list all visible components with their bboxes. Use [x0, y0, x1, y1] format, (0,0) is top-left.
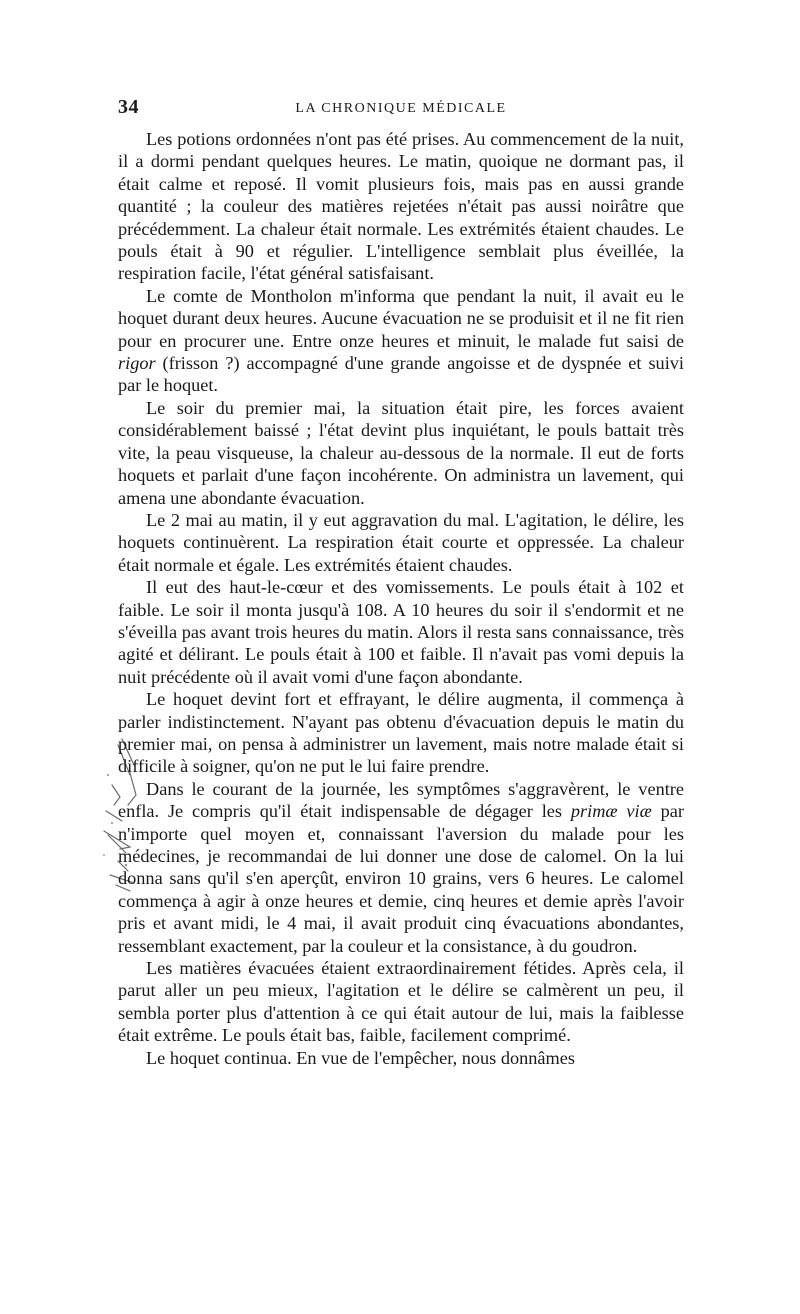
- paragraph-4: Le 2 mai au matin, il y eut aggravation du mal. L'agitation, le délire, les hoquets continuèrent. La respiration était courte et oppressée. La chaleur était normale et égale. Les extrémités étaient chaudes.: [118, 509, 684, 575]
- body-text: [118, 128, 684, 1069]
- italic-term: primæ viæ: [570, 801, 652, 822]
- page-number: 34: [118, 96, 139, 118]
- paragraph-5: Il eut des haut-le-cœur et des vomissements. Le pouls était à 102 et faible. Le soir il monta jusqu'à 108. A 10 heures du soir il s'endormit et ne s'éveilla pas avant trois heures du matin. Alors il resta sans connaissance, très agité et délirant. Le pouls était à 100 et faible. Il n'avait pas vomi depuis la nuit précédente où il avait vomi d'une façon abondante.: [118, 577, 684, 687]
- running-header: [118, 96, 684, 126]
- paragraph-8: Les matières évacuées étaient extraordinairement fétides. Après cela, il parut aller un peu mieux, l'agitation et le délire se calmèrent un peu, il sembla porter plus d'attention à ce qui était autour de lui, mais la faiblesse était extrême. Le pouls était bas, faible, facilement comprimé.: [118, 958, 684, 1046]
- paragraph-7: Dans le courant de la journée, les symptômes s'aggravèrent, le ventre enfla. Je compris qu'il était indispensable de dégager les primæ viæ par n'importe quel moyen et, connaissant l'aversion du malade pour les médecines, je recommandai de lui donner une dose de calomel. On la lui donna sans qu'il s'en aperçût, environ 10 grains, vers 6 heures. Le calomel commença à agir à onze heures et demie, cinq heures et demie après l'avoir pris et avant midi, le 4 mai, il avait produit cinq évacuations abondantes, ressemblant exactement, par la couleur et la consistance, à du goudron.: [118, 778, 684, 956]
- paragraph-9: Le hoquet continua. En vue de l'empêcher, nous donnâmes: [146, 1047, 575, 1068]
- paragraph-6: Le hoquet devint fort et effrayant, le délire augmenta, il commença à parler indistinctement. N'ayant pas obtenu d'évacuation depuis le matin du premier mai, on pensa à administrer un lavement, mais notre malade était si difficile à soigner, qu'on ne put le lui faire prendre.: [118, 689, 684, 777]
- book-page: [118, 96, 684, 1069]
- paragraph-1: Les potions ordonnées n'ont pas été prises. Au commencement de la nuit, il a dormi pendant quelques heures. Le matin, quoique ne dormant pas, il était calme et reposé. Il vomit plusieurs fois, mais pas en aussi grande quantité ; la couleur des matières rejetées n'était pas aussi noirâtre que précédemment. La chaleur était normale. Les extrémités étaient chaudes. Le pouls était à 90 et régulier. L'intelligence semblait plus éveillée, la respiration facile, l'état général satisfaisant.: [118, 129, 684, 284]
- paragraph-3: Le soir du premier mai, la situation était pire, les forces avaient considérablement baissé ; l'état devint plus inquiétant, le pouls battait très vite, la peau visqueuse, la chaleur au-dessous de la normale. Il eut de forts hoquets et parlait d'une façon incohérente. On administra un lavement, qui amena une abondante évacuation.: [118, 397, 684, 508]
- journal-title: LA CHRONIQUE MÉDICALE: [295, 101, 507, 116]
- paragraph-2: Le comte de Montholon m'informa que pendant la nuit, il avait eu le hoquet durant deux heures. Aucune évacuation ne se produisit et il ne fit rien pour en procurer une. Entre onze heures et minuit, le malade fut saisi de rigor (frisson ?) accompagné d'une grande angoisse et de dyspnée et suivi par le hoquet.: [118, 285, 684, 396]
- italic-term: rigor: [118, 353, 156, 374]
